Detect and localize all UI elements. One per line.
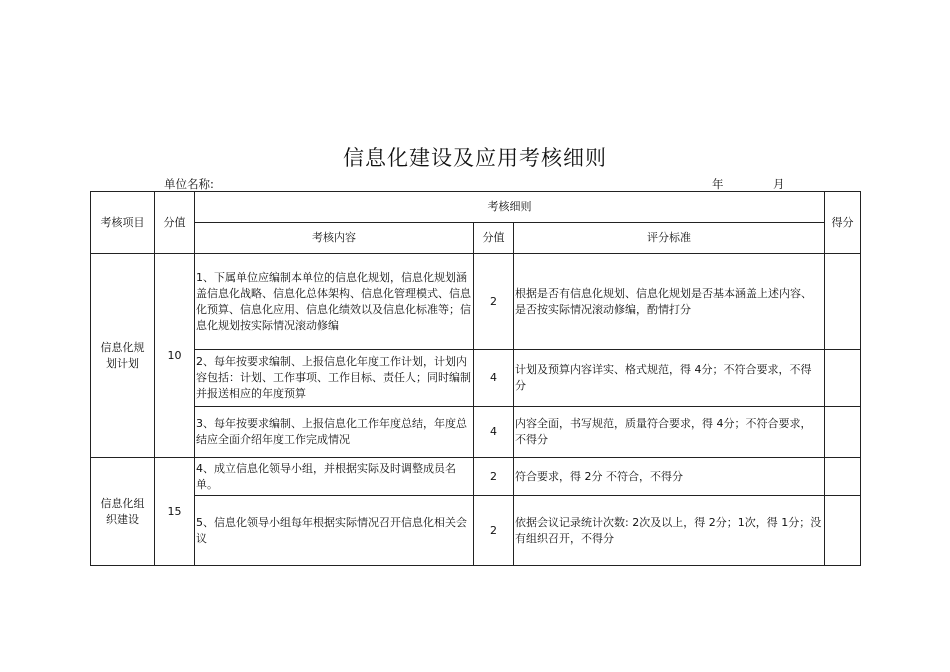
header-row-1	[91, 192, 861, 223]
row-score: 4	[474, 350, 514, 407]
unit-name-label: 单位名称:	[164, 177, 214, 191]
score-cell[interactable]	[825, 350, 861, 407]
header-content: 考核内容	[195, 223, 474, 254]
group-score: 10	[155, 254, 195, 458]
score-cell[interactable]	[825, 496, 861, 566]
document-title: 信息化建设及应用考核细则	[343, 146, 607, 170]
row-content: 3、每年按要求编制、上报信息化工作年度总结，年度总结应全面介绍年度工作完成情况	[195, 407, 474, 458]
row-criteria: 依据会议记录统计次数: 2次及以上，得 2分；1次，得 1分；没有组织召开，不得分	[514, 496, 825, 566]
row-score: 2	[474, 458, 514, 496]
header-details: 考核细则	[195, 192, 825, 223]
table-row	[91, 496, 861, 566]
table-row	[91, 350, 861, 407]
row-criteria: 内容全面，书写规范，质量符合要求，得 4分；不符合要求，不得分	[514, 407, 825, 458]
row-score: 4	[474, 407, 514, 458]
score-cell[interactable]	[825, 254, 861, 350]
header-criteria: 评分标准	[514, 223, 825, 254]
group-item: 信息化组织建设	[91, 458, 155, 566]
header-row-2	[91, 223, 861, 254]
row-content: 4、成立信息化领导小组，并根据实际及时调整成员名单。	[195, 458, 474, 496]
score-cell[interactable]	[825, 407, 861, 458]
row-score: 2	[474, 254, 514, 350]
assessment-table	[90, 191, 861, 566]
table-row	[91, 458, 861, 496]
row-criteria: 符合要求，得 2分 不符合，不得分	[514, 458, 825, 496]
row-content: 1、下属单位应编制本单位的信息化规划，信息化规划涵盖信息化战略、信息化总体架构、信息化管理模式、信息化预算、信息化应用、信息化绩效以及信息化标准等；信息化规划按实际情况滚动修编	[195, 254, 474, 350]
row-content: 5、信息化领导小组每年根据实际情况召开信息化相关会议	[195, 496, 474, 566]
row-content: 2、每年按要求编制、上报信息化年度工作计划，计划内容包括：计划、工作事项、工作目标、责任人；同时编制并报送相应的年度预算	[195, 350, 474, 407]
group-score: 15	[155, 458, 195, 566]
month-label: 月	[773, 177, 785, 191]
header-sub-score: 分值	[474, 223, 514, 254]
table-row	[91, 254, 861, 350]
score-cell[interactable]	[825, 458, 861, 496]
header-result: 得分	[825, 192, 861, 254]
header-item: 考核项目	[91, 192, 155, 254]
header-score: 分值	[155, 192, 195, 254]
year-label: 年	[712, 177, 724, 191]
table-row	[91, 407, 861, 458]
row-criteria: 计划及预算内容详实、格式规范，得 4分；不符合要求，不得分	[514, 350, 825, 407]
row-criteria: 根据是否有信息化规划、信息化规划是否基本涵盖上述内容、是否按实际情况滚动修编，酌情打分	[514, 254, 825, 350]
group-item: 信息化规划计划	[91, 254, 155, 458]
row-score: 2	[474, 496, 514, 566]
